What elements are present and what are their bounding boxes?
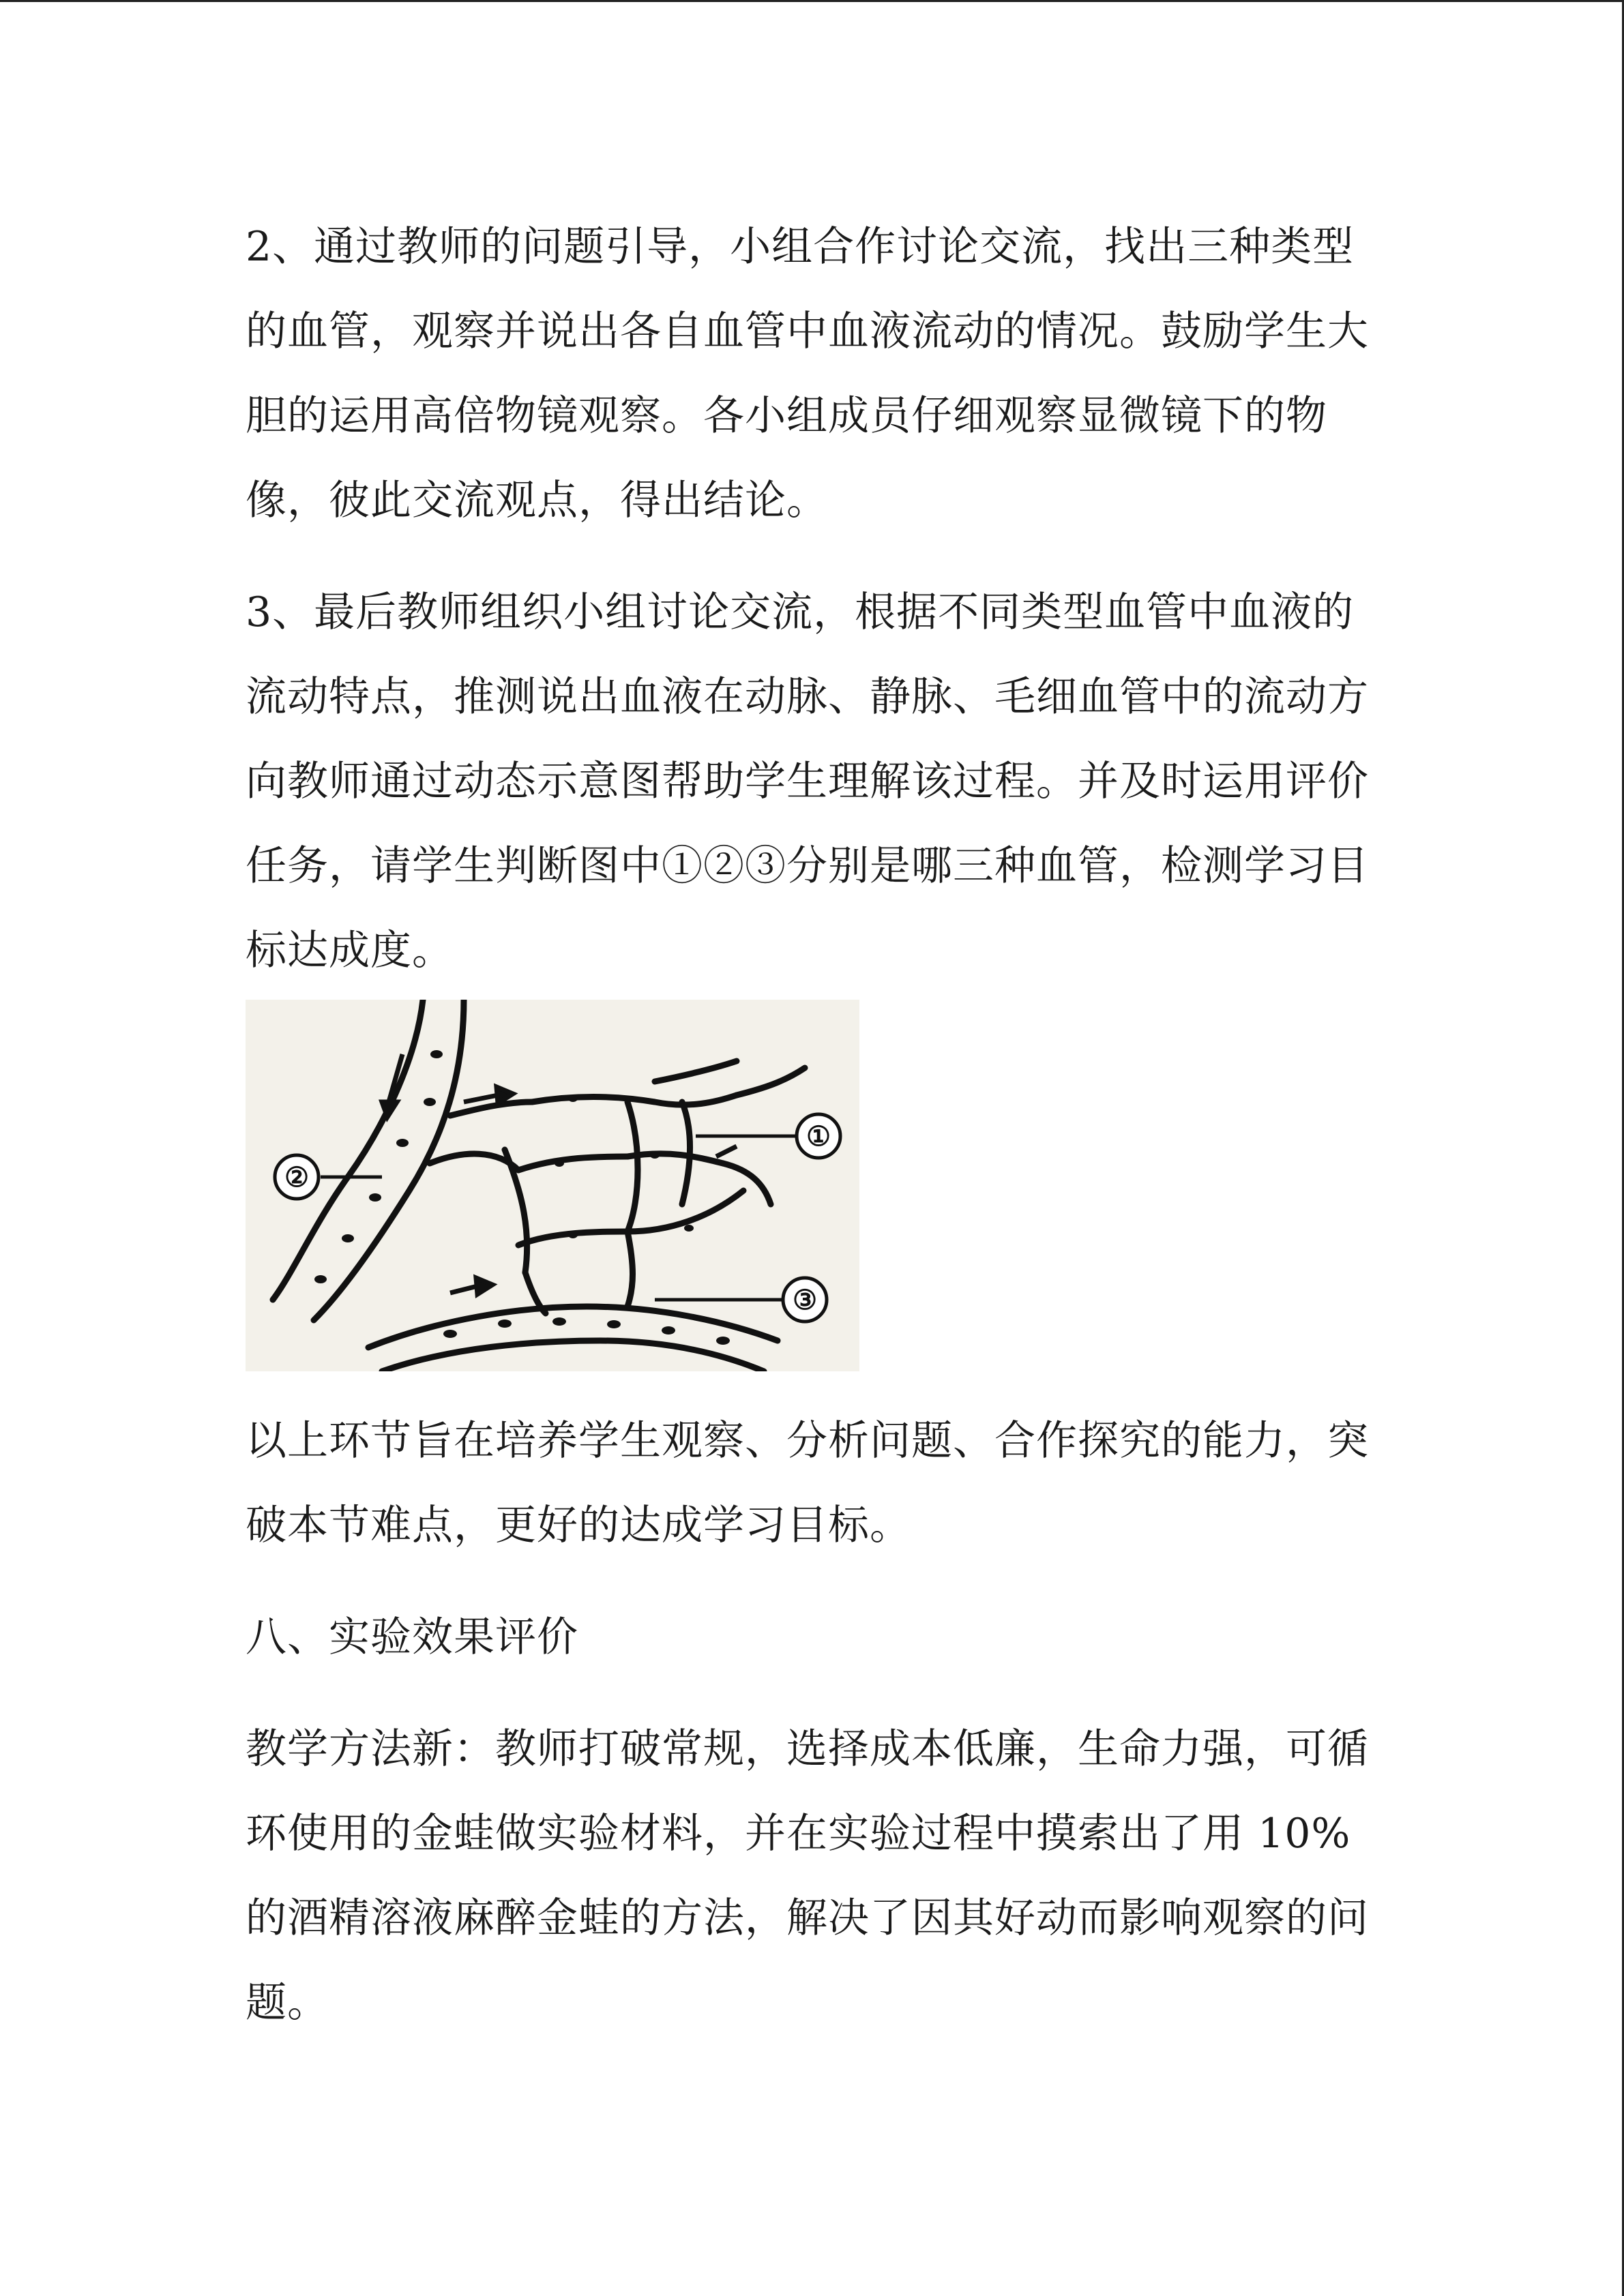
paragraph-method: 教学方法新：教师打破常规，选择成本低廉，生命力强，可循环使用的金蛙做实验材料，并在实验过程中摸索出了用 10%的酒精溶液麻醉金蛙的方法，解决了因其好动而影响观察的问题。 [246, 1725, 1369, 2027]
label-3: ③ [793, 1284, 817, 1316]
label-1: ① [806, 1120, 831, 1152]
paragraph-step-3: 3、最后教师组织小组讨论交流，根据不同类型血管中血液的流动特点，推测说出血液在动脉、静脉、毛细血管中的流动方向教师通过动态示意图帮助学生理解该过程。并及时运用评价任务，请学生判断图中①②③分别是哪三种血管，检测学习目标达成度。 [246, 588, 1369, 974]
blood-vessel-diagram [246, 1000, 859, 1371]
section-heading: 八、实验效果评价 [246, 1613, 578, 1661]
paragraph-step-2: 2、通过教师的问题引导，小组合作讨论交流，找出三种类型的血管，观察并说出各自血管中血液流动的情况。鼓励学生大胆的运用高倍物镜观察。各小组成员仔细观察显微镜下的物像，彼此交流观点，得出结论。 [246, 223, 1369, 524]
vessel-3-inner [382, 1341, 764, 1371]
paragraph-summary: 以上环节旨在培养学生观察、分析问题、合作探究的能力，突破本节难点，更好的达成学习目标。 [246, 1417, 1369, 1549]
label-2: ② [284, 1161, 309, 1193]
vessel-2-outer [273, 1000, 423, 1300]
document-body [246, 205, 1391, 2045]
page-border-top [0, 0, 1624, 2]
